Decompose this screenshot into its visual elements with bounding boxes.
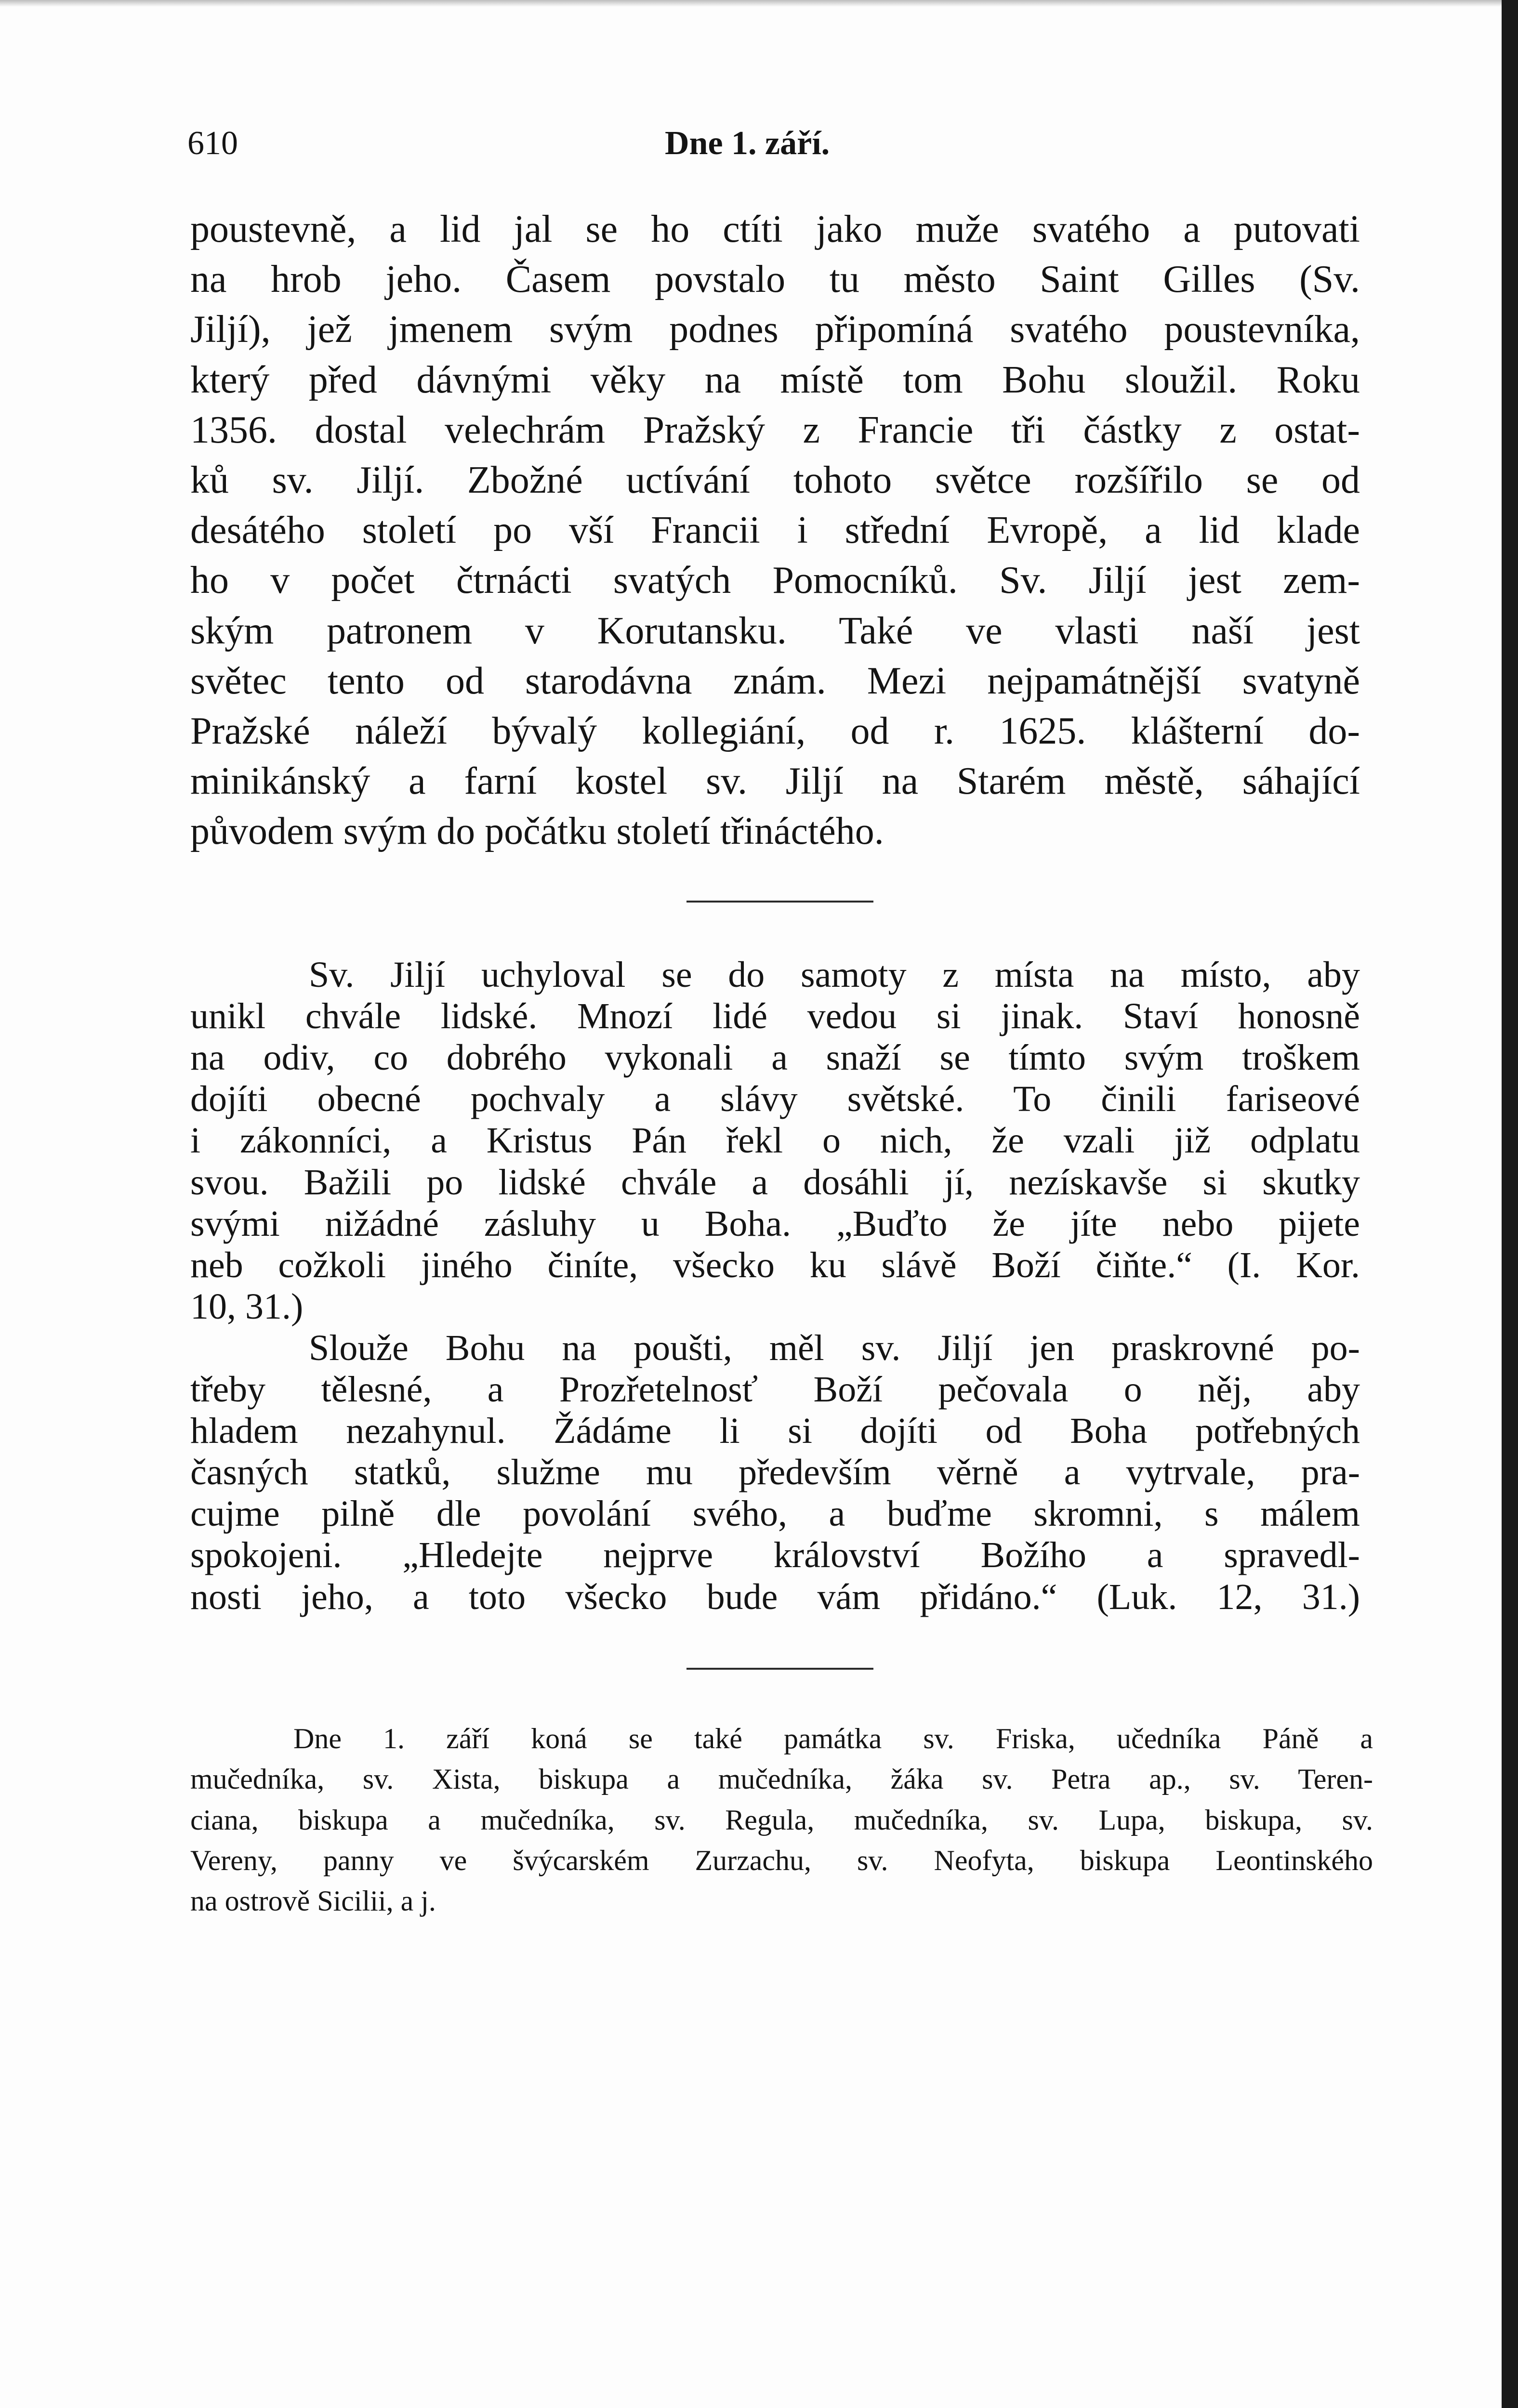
text-line: neb cožkoli jiného činíte, všecko ku slávě Boží čiňte.“ (I. Kor. bbox=[190, 1244, 1360, 1285]
footnote-divider bbox=[686, 1668, 873, 1670]
text-line: světec tento od starodávna znám. Mezi nejpamátnější svatyně bbox=[190, 659, 1360, 702]
text-line: Vereny, panny ve švýcarském Zurzachu, sv. Neofyta, biskupa Leontinského bbox=[190, 1844, 1373, 1876]
text-line: ho v počet čtrnácti svatých Pomocníků. Sv. Jiljí jest zem- bbox=[190, 559, 1360, 602]
text-line: 10, 31.) bbox=[190, 1286, 304, 1327]
scan-top-edge bbox=[0, 0, 1518, 7]
text-line: svou. Bažili po lidské chvále a dosáhli jí, nezískavše si skutky bbox=[190, 1162, 1360, 1203]
text-line: Slouže Bohu na poušti, měl sv. Jiljí jen praskrovné po- bbox=[309, 1327, 1360, 1368]
text-line: Sv. Jiljí uchyloval se do samoty z místa na místo, aby bbox=[309, 955, 1360, 995]
text-line: mučedníka, sv. Xista, biskupa a mučedníka, žáka sv. Petra ap., sv. Teren- bbox=[190, 1763, 1373, 1795]
text-line: původem svým do počátku století třináctého. bbox=[190, 810, 884, 853]
text-line: 1356. dostal velechrám Pražský z Francie tři částky z ostat- bbox=[190, 408, 1360, 451]
text-line: cujme pilně dle povolání svého, a buďme skromni, s málem bbox=[190, 1493, 1360, 1534]
text-line: na hrob jeho. Časem povstalo tu město Saint Gilles (Sv. bbox=[190, 258, 1360, 301]
text-line: třeby tělesné, a Prozřetelnosť Boží pečovala o něj, aby bbox=[190, 1369, 1360, 1410]
text-line: i zákonníci, a Kristus Pán řekl o nich, že vzali již odplatu bbox=[190, 1120, 1360, 1161]
text-line: ským patronem v Korutansku. Také ve vlasti naší jest bbox=[190, 609, 1360, 652]
page-number: 610 bbox=[187, 125, 238, 162]
text-line: ciana, biskupa a mučedníka, sv. Regula, mučedníka, sv. Lupa, biskupa, sv. bbox=[190, 1804, 1373, 1836]
text-line: Pražské náleží bývalý kollegiání, od r. 1625. klášterní do- bbox=[190, 710, 1360, 752]
text-line: spokojeni. „Hledejte nejprve království Božího a spravedl- bbox=[190, 1535, 1360, 1576]
text-line: na ostrově Sicilii, a j. bbox=[190, 1885, 436, 1917]
text-line: ků sv. Jiljí. Zbožné uctívání tohoto světce rozšířilo se od bbox=[190, 459, 1360, 501]
text-line: nosti jeho, a toto všecko bude vám přidáno.“ (Luk. 12, 31.) bbox=[190, 1576, 1360, 1617]
running-title: Dne 1. září. bbox=[665, 125, 830, 162]
text-line: poustevně, a lid jal se ho ctíti jako muže svatého a putovati bbox=[190, 208, 1360, 250]
text-line: svými nižádné zásluhy u Boha. „Buďto že jíte nebo pijete bbox=[190, 1203, 1360, 1244]
text-line: časných statků, služme mu především věrně a vytrvale, pra- bbox=[190, 1452, 1360, 1493]
text-line: na odiv, co dobrého vykonali a snaží se tímto svým troškem bbox=[190, 1037, 1360, 1078]
text-line: minikánský a farní kostel sv. Jiljí na Starém městě, sáhající bbox=[190, 760, 1360, 803]
text-line: unikl chvále lidské. Mnozí lidé vedou si jinak. Staví honosně bbox=[190, 996, 1360, 1037]
section-divider bbox=[686, 901, 873, 903]
scan-right-edge bbox=[1502, 0, 1518, 2408]
text-line: Dne 1. září koná se také památka sv. Friska, učedníka Páně a bbox=[293, 1723, 1373, 1754]
text-line: Jiljí), jež jmenem svým podnes připomíná svatého poustevníka, bbox=[190, 308, 1360, 351]
text-line: desátého století po vší Francii i střední Evropě, a lid klade bbox=[190, 509, 1360, 552]
text-line: dojíti obecné pochvaly a slávy světské. To činili fariseové bbox=[190, 1079, 1360, 1120]
text-line: který před dávnými věky na místě tom Bohu sloužil. Roku bbox=[190, 358, 1360, 401]
text-line: hladem nezahynul. Žádáme li si dojíti od Boha potřebných bbox=[190, 1411, 1360, 1452]
